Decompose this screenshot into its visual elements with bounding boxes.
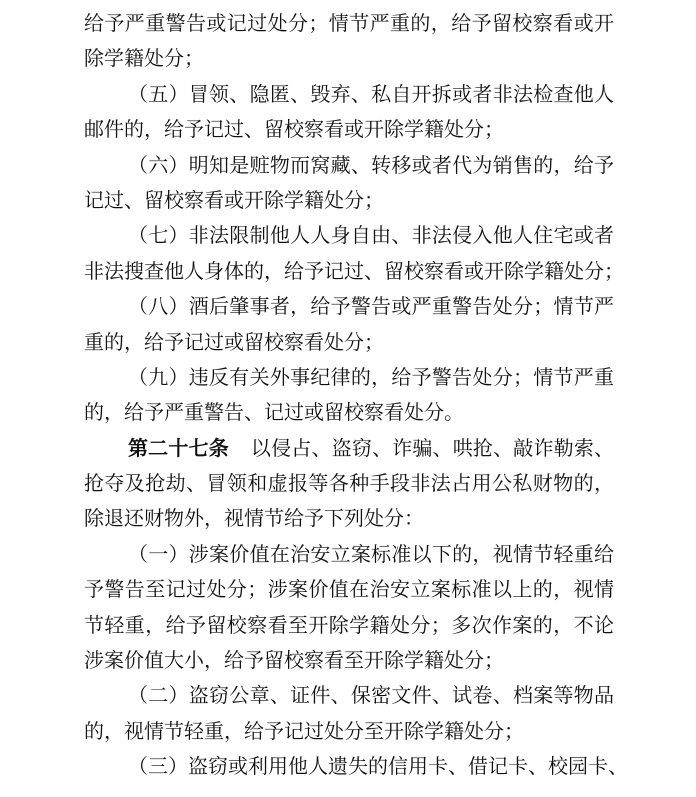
text-line: （六）明知是赃物而窝藏、转移或者代为销售的，给予 [128,152,614,177]
text-line: 给予严重警告或记过处分；情节严重的，给予留校察看或开 [84,11,614,35]
document-page [84,6,628,785]
text-line: 邮件的，给予记过、留校察看或开除学籍处分； [84,117,504,142]
text-line: （一）涉案价值在治安立案标准以下的，视情节轻重给 [128,541,614,566]
text-line: 重的，给予记过或留校察看处分； [84,329,384,354]
text-line: 的，给予严重警告、记过或留校察看处分。 [84,400,464,425]
text-line: 除学籍处分； [84,46,204,71]
text-line: 涉案价值大小，给予留校察看至开除学籍处分； [84,648,504,673]
text-line: 除退还财物外，视情节给予下列处分： [84,506,424,531]
text-line: 抢夺及抢劫、冒领和虚报等各种手段非法占用公私财物的， [84,471,614,496]
text-line: （八）酒后肇事者，给予警告或严重警告处分；情节严 [128,294,614,319]
text-line: （五）冒领、隐匿、毁弃、私自开拆或者非法检查他人 [128,81,614,106]
text-line: 的，视情节轻重，给予记过处分至开除学籍处分； [84,718,524,743]
article-heading: 第二十七条 [128,435,229,460]
text-line: （二）盗窃公章、证件、保密文件、试卷、档案等物品 [128,683,614,708]
text-line: 以侵占、盗窃、诈骗、哄抢、敲诈勒索、 [250,435,615,460]
text-line: （三）盗窃或利用他人遗失的信用卡、借记卡、校园卡、 [128,754,628,779]
text-line: 节轻重，给予留校察看至开除学籍处分；多次作案的，不论 [84,612,614,637]
text-line: 非法搜查他人身体的，给予记过、留校察看或开除学籍处分； [84,258,624,283]
text-line: （九）违反有关外事纪律的，给予警告处分；情节严重 [128,364,614,389]
text-line: （七）非法限制他人人身自由、非法侵入他人住宅或者 [128,223,614,248]
text-line: 予警告至记过处分；涉案价值在治安立案标准以上的，视情 [84,577,614,602]
text-line: 记过、留校察看或开除学籍处分； [84,187,384,212]
article-first-line [84,431,614,466]
